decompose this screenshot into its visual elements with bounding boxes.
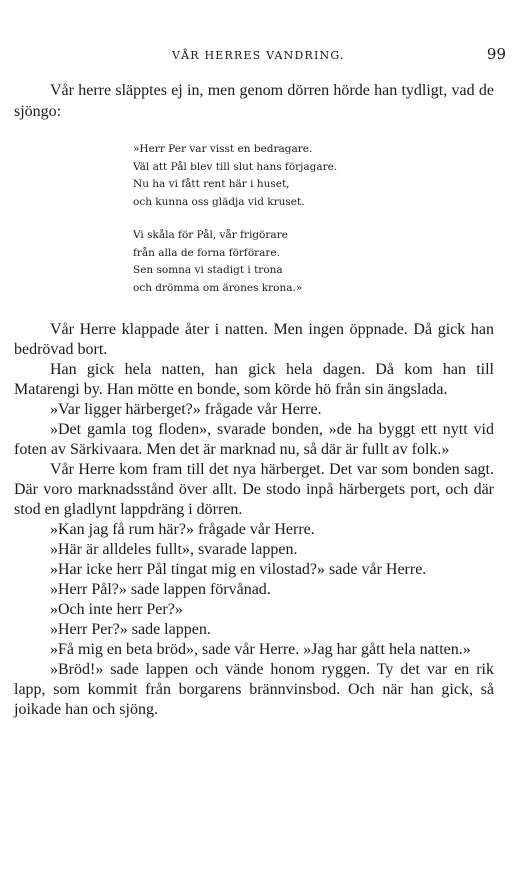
- body-text: [14, 320, 494, 720]
- paragraph: »Herr Pål?» sade lappen förvånad.: [50, 581, 271, 598]
- page-number: 99: [486, 45, 506, 63]
- paragraph: »Få mig en beta bröd», sade vår Herre. »Jag har gått hela natten.»: [50, 641, 471, 658]
- paragraph: »Kan jag få rum här?» frågade vår Herre.: [50, 521, 315, 538]
- paragraph: »Har icke herr Pål tingat mig en vilostad?» sade vår Herre.: [50, 561, 427, 578]
- intro-paragraph: Vår herre släpptes ej in, men genom dörren hörde han tydligt, vad de sjöngo:: [14, 82, 494, 120]
- poem-line: och drömma om ärones krona.»: [133, 281, 303, 294]
- paragraph: »Var ligger härberget?» frågade vår Herre.: [50, 401, 322, 418]
- paragraph: Han gick hela natten, han gick hela dagen. Då kom han till Matarengi by. Han mötte en bonde, som körde hö från sin ängslada.: [14, 361, 494, 398]
- poem-stanza-1: [133, 141, 337, 211]
- paragraph: »Herr Per?» sade lappen.: [50, 621, 211, 638]
- poem-line: från alla de forna förförare.: [133, 246, 280, 259]
- paragraph: »Bröd!» sade lappen och vände honom ryggen. Ty det var en rik lapp, som kommit från borgarens brännvinsbod. Och när han gick, så joikade han och sjöng.: [14, 661, 494, 718]
- intro-paragraph-block: [14, 80, 494, 122]
- poem-line: Väl att Pål blev till slut hans förjagare.: [133, 160, 338, 173]
- paragraph: »Och inte herr Per?»: [50, 601, 183, 618]
- paragraph: »Det gamla tog floden», svarade bonden, »de ha byggt ett nytt vid foten av Särkivaara. Men det är marknad nu, så där är fullt av folk.»: [14, 421, 494, 458]
- paragraph: Vår Herre kom fram till det nya härberget. Det var som bonden sagt. Där voro marknadsstånd över allt. De stodo inpå härbergets port, och där stod en gladlynt lappdräng i dörren.: [14, 461, 494, 518]
- poem-stanza-2: [133, 227, 302, 297]
- poem-line: Nu ha vi fått rent här i huset,: [133, 178, 290, 190]
- poem-line: och kunna oss glädja vid kruset.: [133, 195, 305, 208]
- poem-line: Sen somna vi stadigt i trona: [133, 264, 283, 276]
- running-head: [14, 45, 514, 69]
- poem-line: Vi skåla för Pål, vår frigörare: [133, 229, 288, 241]
- poem-line: »Herr Per var visst en bedragare.: [133, 143, 313, 155]
- paragraph: »Här är alldeles fullt», svarade lappen.: [50, 541, 298, 558]
- running-title: VÅR HERRES VANDRING.: [172, 49, 345, 62]
- paragraph: Vår Herre klappade åter i natten. Men ingen öppnade. Då gick han bedrövad bort.: [14, 321, 494, 358]
